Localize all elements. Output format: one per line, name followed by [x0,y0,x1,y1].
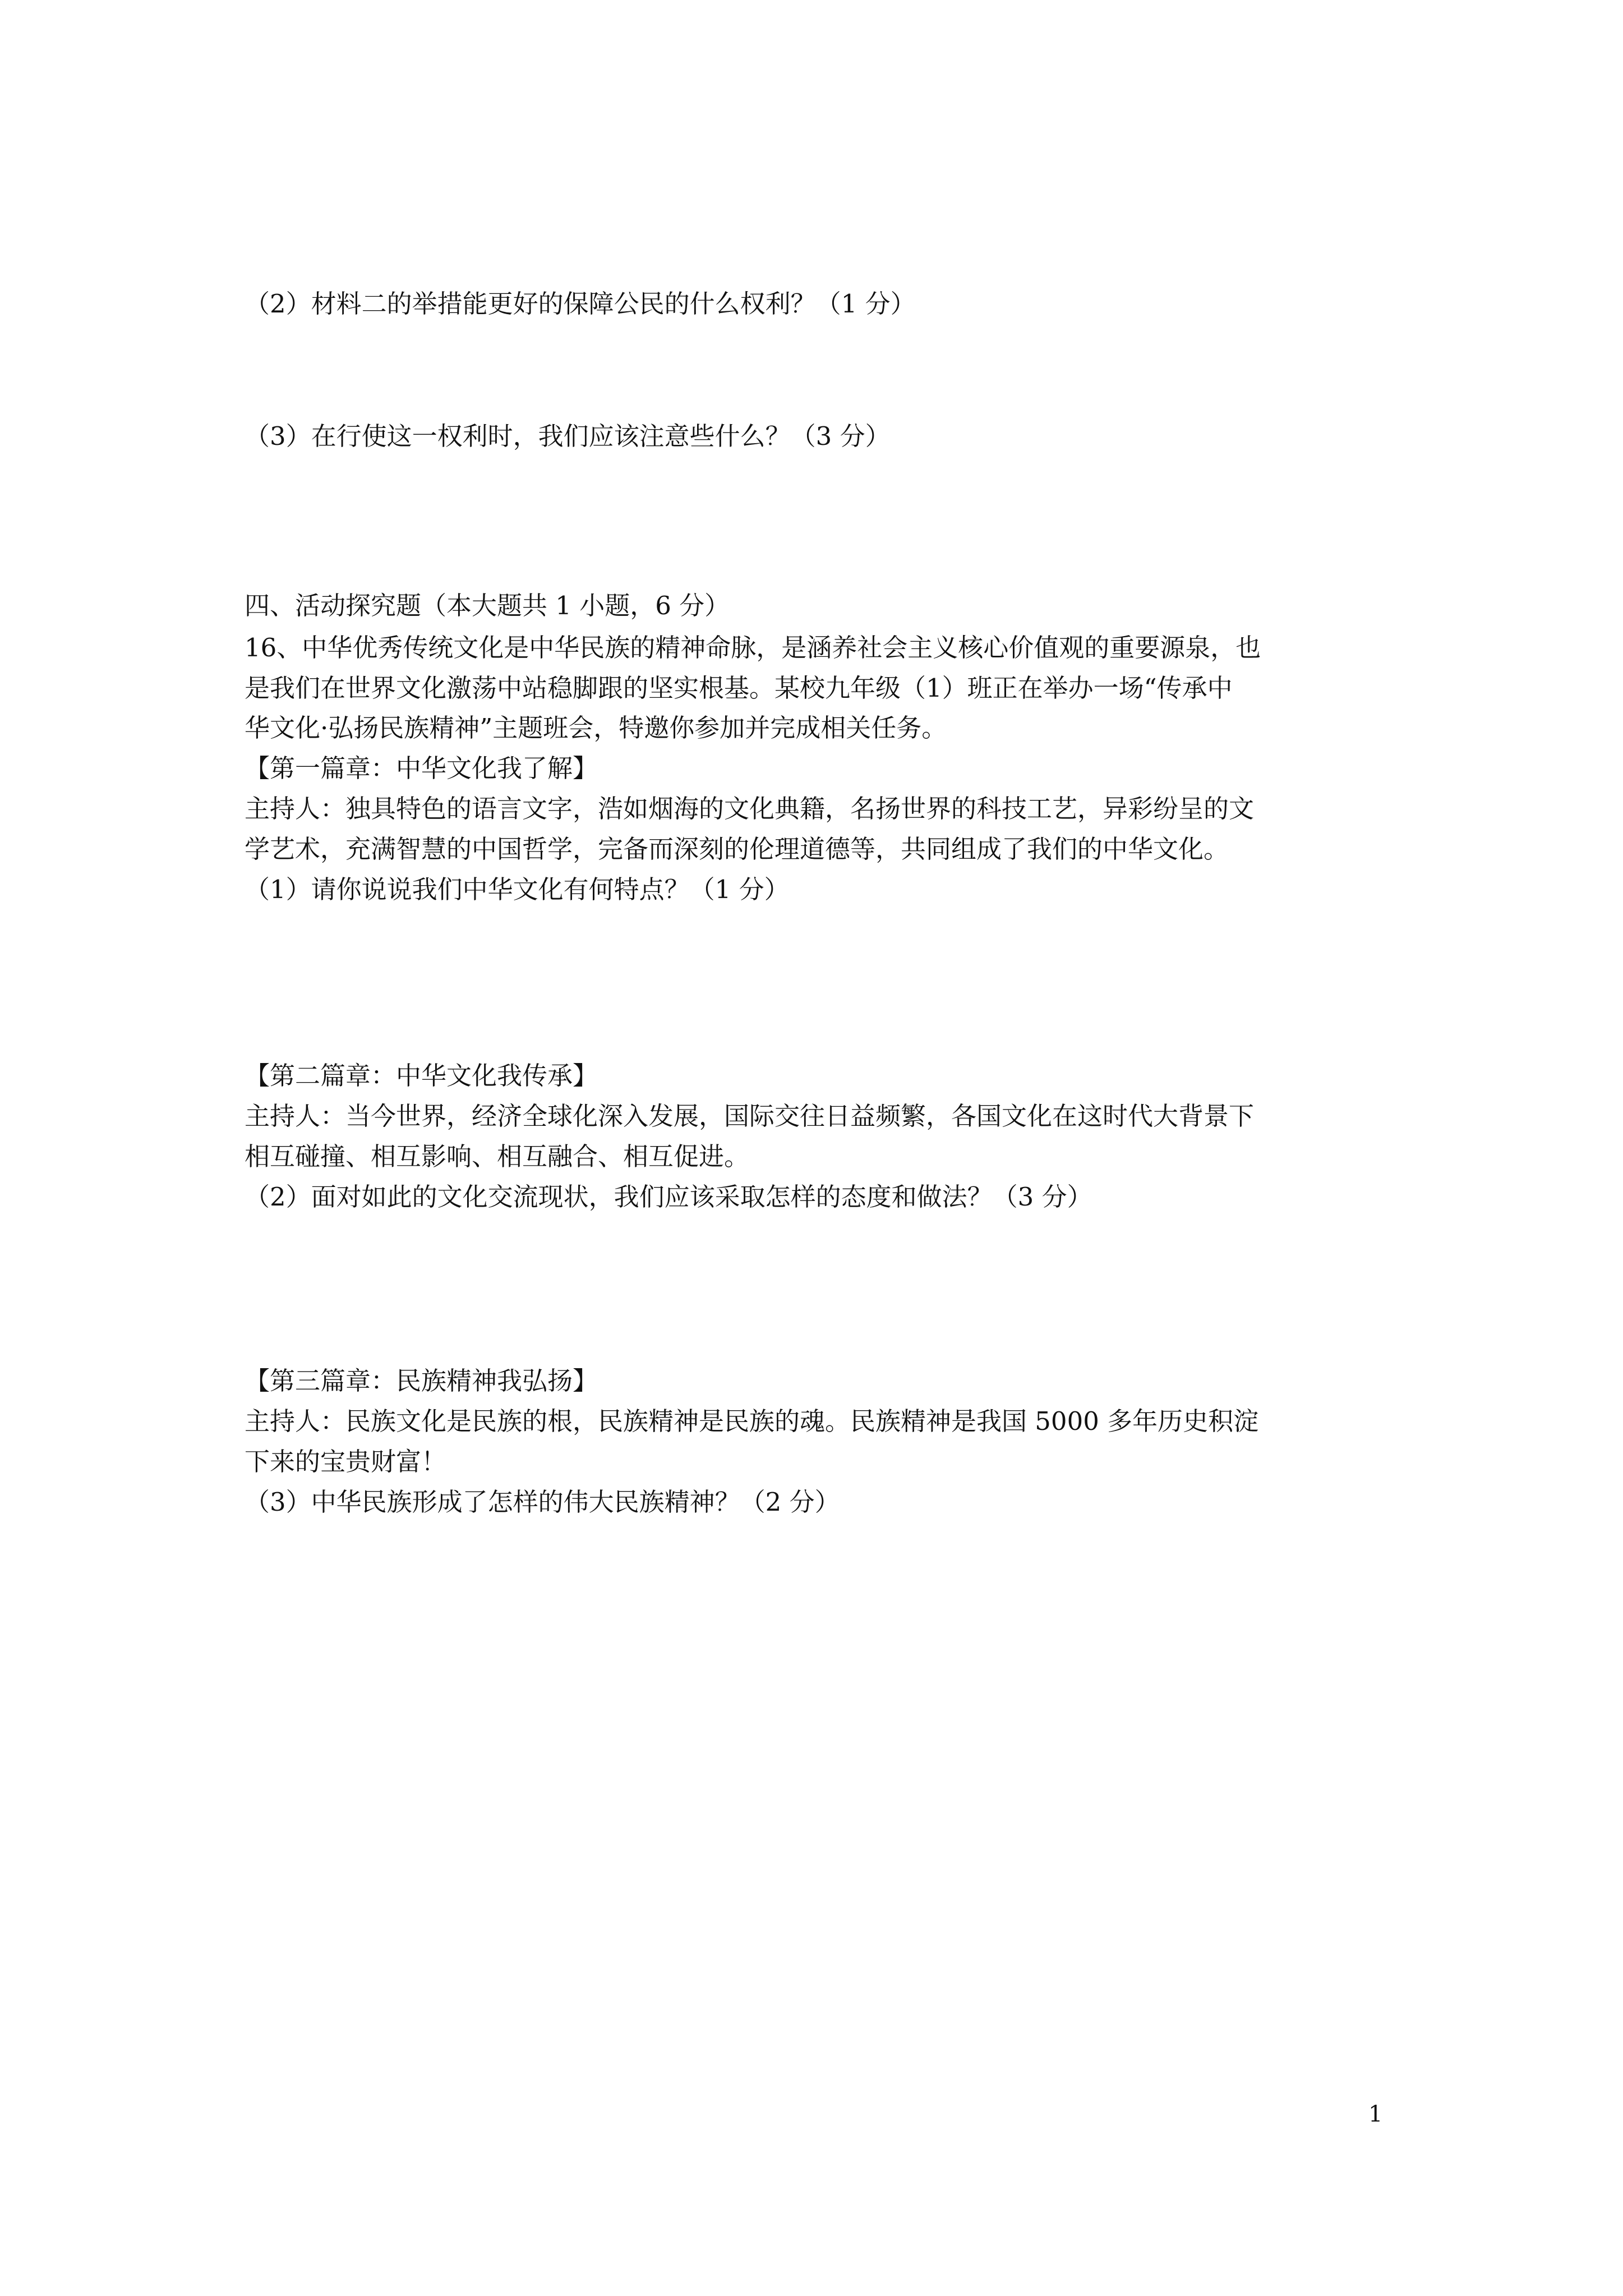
chapter-2-title: 【第二篇章：中华文化我传承】 [245,1061,598,1091]
chapter-3-host-line-2: 下来的宝贵财富！ [245,1447,447,1476]
question-16-intro-line-2: 是我们在世界文化激荡中站稳脚跟的坚实根基。某校九年级（1）班正在举办一场“传承中 [245,673,1233,703]
chapter-2-question: （2）面对如此的文化交流现状，我们应该采取怎样的态度和做法？（3 分） [245,1182,1092,1212]
chapter-3-question: （3）中华民族形成了怎样的伟大民族精神？（2 分） [245,1487,840,1517]
question-16-intro-line-3: 华文化·弘扬民族精神”主题班会，特邀你参加并完成相关任务。 [245,713,947,743]
chapter-1-host-line-1: 主持人：独具特色的语言文字，浩如烟海的文化典籍，名扬世界的科技工艺，异彩纷呈的文 [245,794,1255,823]
page-number: 1 [1368,2101,1383,2127]
chapter-1-title: 【第一篇章：中华文化我了解】 [245,753,598,783]
question-3-exercise-right: （3）在行使这一权利时，我们应该注意些什么？（3 分） [245,421,891,451]
section-4-heading: 四、活动探究题（本大题共 1 小题，6 分） [245,591,730,620]
chapter-3-host-line-1: 主持人：民族文化是民族的根，民族精神是民族的魂。民族精神是我国 5000 多年历史积淀 [245,1406,1259,1436]
question-2-material-two: （2）材料二的举措能更好的保障公民的什么权利？（1 分） [245,289,916,319]
chapter-2-host-line-2: 相互碰撞、相互影响、相互融合、相互促进。 [245,1142,750,1171]
question-16-intro-line-1: 16、中华优秀传统文化是中华民族的精神命脉，是涵养社会主义核心价值观的重要源泉，也 [245,633,1261,662]
chapter-3-title: 【第三篇章：民族精神我弘扬】 [245,1366,598,1396]
chapter-1-question: （1）请你说说我们中华文化有何特点？（1 分） [245,875,790,904]
chapter-1-host-line-2: 学艺术，充满智慧的中国哲学，完备而深刻的伦理道德等，共同组成了我们的中华文化。 [245,834,1229,864]
chapter-2-host-line-1: 主持人：当今世界，经济全球化深入发展，国际交往日益频繁，各国文化在这时代大背景下 [245,1101,1255,1131]
